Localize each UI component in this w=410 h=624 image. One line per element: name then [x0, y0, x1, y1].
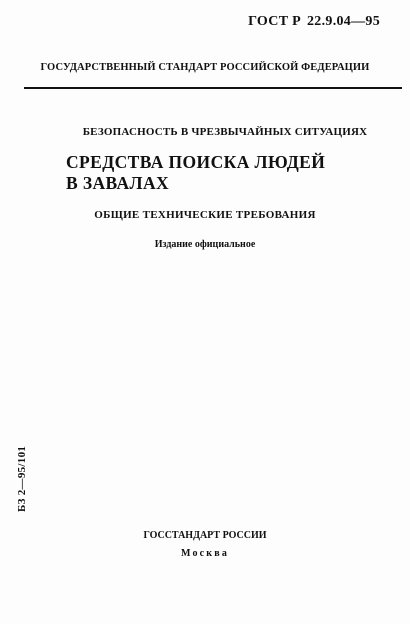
document-title [66, 152, 325, 194]
document-title-line-1: СРЕДСТВА ПОИСКА ЛЮДЕЙ [66, 152, 326, 172]
document-subtitle: ОБЩИЕ ТЕХНИЧЕСКИЕ ТРЕБОВАНИЯ [94, 209, 316, 221]
side-registration-code: БЗ 2—95/101 [16, 445, 28, 512]
standard-designation [248, 14, 380, 30]
standard-type-heading: ГОСУДАРСТВЕННЫЙ СТАНДАРТ РОССИЙСКОЙ ФЕДЕРАЦИИ [40, 62, 370, 73]
header-divider [24, 87, 402, 89]
designation-prefix: ГОСТ Р [248, 14, 301, 29]
series-title: БЕЗОПАСНОСТЬ В ЧРЕЗВЫЧАЙНЫХ СИТУАЦИЯХ [82, 126, 368, 138]
document-title-line-2: В ЗАВАЛАХ [66, 173, 170, 193]
edition-note: Издание официальное [154, 239, 256, 250]
designation-code: 22.9.04—95 [307, 14, 380, 29]
publisher: ГОССТАНДАРТ РОССИИ [143, 530, 267, 541]
publication-city: Москва [180, 548, 230, 559]
